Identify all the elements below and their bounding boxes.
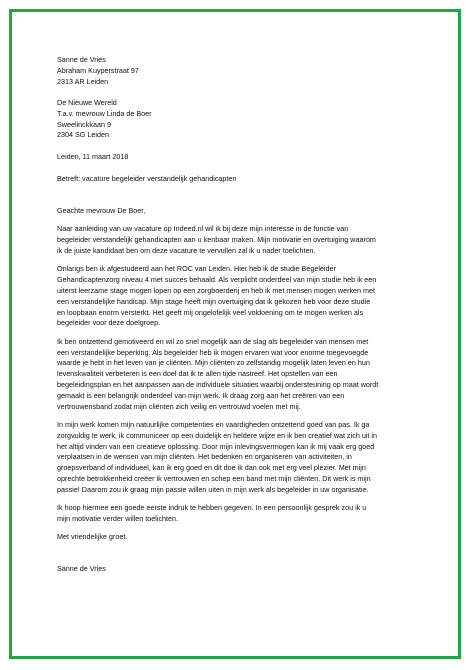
recipient-block [57, 98, 412, 141]
recipient-city: 2304 SG Leiden [57, 130, 109, 140]
letter-date: Leiden, 11 maart 2018 [57, 151, 129, 161]
salutation: Geachte mevrouw De Boer, [57, 206, 146, 216]
paragraph-line: zorgvuldig te werk, ik communiceer op een duidelijk en heldere wijze en ik ben creatief wat zich uit in [57, 430, 378, 440]
paragraph [57, 224, 412, 256]
paragraph-line: ik de juiste kandidaat ben om deze vacature te vervullen zal ik u nader toelichten. [57, 246, 316, 256]
paragraph-line: mijn motivatie verder willen toelichten. [57, 513, 179, 523]
paragraph-line: oprechte betrokkenheid creëer ik vertrouwen en schep een band met mijn cliënten. Dit werk is mijn [57, 473, 371, 483]
closing: Met vriendelijke groet. [57, 532, 128, 542]
paragraph-line: verplaatsen in de wensen van mijn cliënten. Het bedenken en organiseren van activiteiten, in [57, 452, 352, 462]
paragraph-line: begeleider verstandelijk gehandicapten aan u kenbaar maken. Mijn motivatie en overtuiging waarom [57, 235, 376, 245]
paragraph-line: een verstandelijke beperking. Als begeleider heb ik mogen ervaren wat voor enorme toegevoegde [57, 347, 369, 357]
sender-block [57, 55, 412, 87]
sender-city: 2313 AR Leiden [57, 76, 109, 86]
subject-line: Betreft: vacature begeleider verstandelijk gehandicapten [57, 174, 237, 184]
sender-name: Sanne de Vries [57, 55, 106, 64]
signature-name: Sanne de Vries [57, 564, 106, 574]
recipient-street: Sweelinckkaan 9 [57, 119, 111, 129]
paragraph-line: waarde je hebt in het leven van je cliënten. Mijn cliënten zo zelfstandig mogelijk laten leven en hun [57, 358, 370, 368]
letter-paragraphs [57, 224, 412, 524]
recipient-attn: T.a.v. mevrouw Linda de Boer [57, 108, 152, 118]
paragraph-line: Naar aanleiding van uw vacature op Indeed.nl wil ik bij deze mijn interesse in de functie van [57, 224, 349, 234]
paragraph-line: begeleidingsplan en het aanpassen aan de individuele situaties waarbij ondersteuning op maat wordt [57, 379, 379, 389]
paragraph-line: groepsverband of individueel, kan ik erg goed en dit doe ik dan ook met erg veel plezier. Met mijn [57, 463, 366, 473]
paragraph-line: Ik hoop hiermee een goede eerste indruk te hebben gegeven. In een persoonlijk gesprek zou ik u [57, 503, 367, 513]
paragraph-line: Gehandicaptenzorg niveau 4 met succes behaald. Als verplicht onderdeel van mijn studie heb ik een [57, 275, 377, 285]
paragraph-line: In mijn werk komen mijn natuurlijke competenties en vaardigheden ontzettend goed van pas. Ik ga [57, 419, 370, 429]
paragraph-line: uiterst leerzame stage mogen lopen op een zorgboerderij en heb ik met mensen mogen werken met [57, 286, 376, 296]
letter-body [57, 55, 412, 575]
paragraph [57, 420, 412, 496]
paragraph-line: passie! Daarom zou ik graag mijn passie willen uiten in mijn werk als begeleider in uw organisatie. [57, 484, 369, 494]
paragraph [57, 337, 412, 413]
paragraph-line: levenskwaliteit verbeteren is een doel dat ik te allen tijde nastreef. Het opstellen van een [57, 369, 338, 379]
paragraph-line: begeleider voor deze doelgroep. [57, 318, 161, 328]
paragraph-line: het altijd vinden van een creatieve oplossing. Door mijn inlevingsvermogen kan ik mij vaak erg goed [57, 441, 375, 451]
recipient-company: De Nieuwe Wereld [57, 97, 117, 107]
paragraph-line: Ik ben ontzettend gemotiveerd en wil zo snel mogelijk aan de slag als begeleider van mensen met [57, 336, 369, 346]
paragraph-line: vertrouwensband zodat mijn cliënten zich veilig en vertrouwd voelen met mij. [57, 401, 301, 411]
paragraph-line: Onlangs ben ik afgestudeerd aan het ROC van Leiden. Hier heb ik de studie Begeleider [57, 264, 336, 274]
paragraph-line: gemaakt is een belangrijk onderdeel van mijn werk. Ik draag zorg aan het creëren van een [57, 390, 345, 400]
sender-street: Abraham Kuyperstraat 97 [57, 65, 139, 75]
paragraph-line: een verstandelijke handicap. Mijn stage heeft mijn overtuiging dat ik gekozen heb voor deze studie [57, 296, 371, 306]
paragraph [57, 503, 412, 525]
paragraph [57, 264, 412, 329]
paragraph-line: en loopbaan enorm versterkt. Het geeft mij ongelofelijk veel voldoening om te mogen werken als [57, 307, 364, 317]
